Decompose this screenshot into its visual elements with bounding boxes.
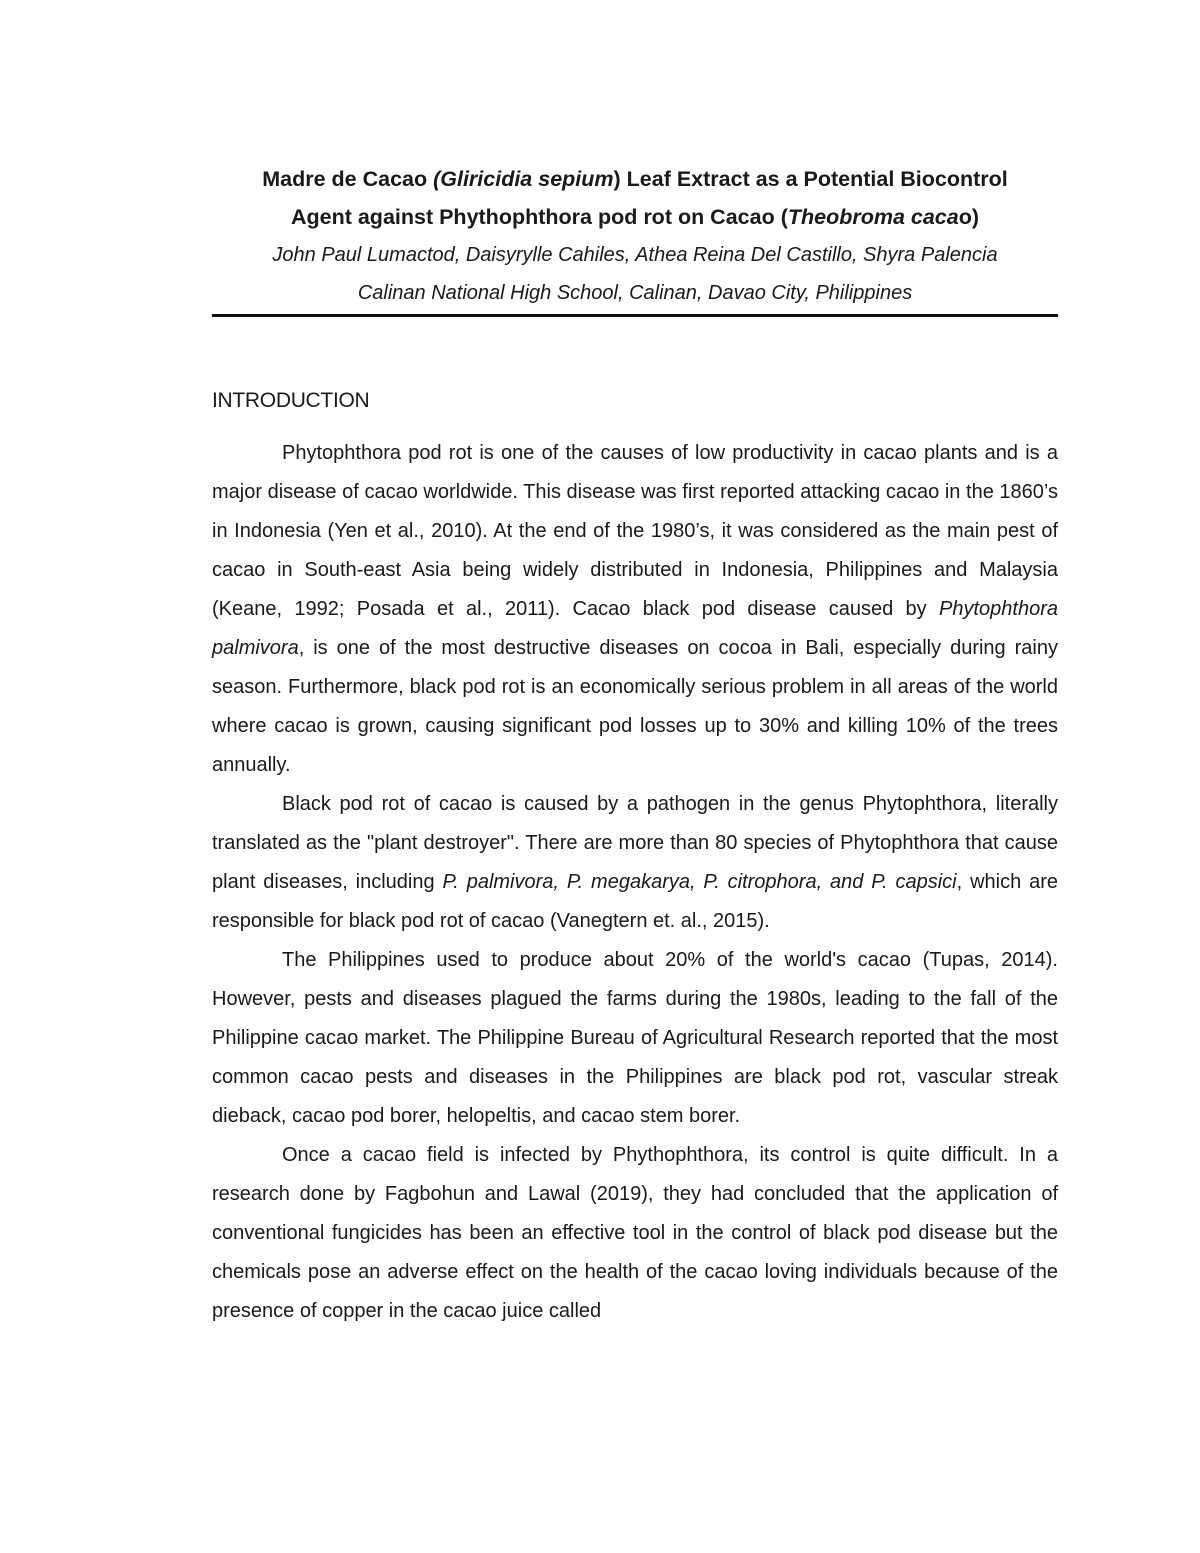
title-line1: Madre de Cacao (Gliricidia sepium) Leaf Extract as a Potential Biocontrol [262,167,1008,191]
title-italic-species-2: Theobroma caca [787,205,959,229]
title-italic-species: (Gliricidia sepium [433,167,614,191]
title-line2: Agent against Phythophthora pod rot on Cacao (Theobroma cacao) [290,205,980,229]
affiliation: Calinan National High School, Calinan, Davao City, Philippines [357,282,913,304]
species-name: Phytophthora palmivora [212,598,1058,659]
paragraph-4: Once a cacao field is infected by Phythophthora, its control is quite difficult. In a research done by Fagbohun and Lawal (2019), they had concluded that the application of conventional fungicides has been an effective tool in the control of black pod disease but the chemicals pose an adverse effect on the health of the cacao loving individuals because of the presence of copper in the cacao juice called [212,1144,1058,1322]
paragraph-3: The Philippines used to produce about 20% of the world's cacao (Tupas, 2014). However, pests and diseases plagued the farms during the 1980s, leading to the fall of the Philippine cacao market. The Philippine Bureau of Agricultural Research reported that the most common cacao pests and diseases in the Philippines are black pod rot, vascular streak dieback, cacao pod borer, helopeltis, and cacao stem borer. [212,949,1058,1127]
header-rule [212,314,1058,317]
section-heading-introduction: INTRODUCTION [212,389,370,412]
author-list: John Paul Lumactod, Daisyrylle Cahiles, Athea Reina Del Castillo, Shyra Palencia [272,244,998,266]
paragraph-1: Phytophthora pod rot is one of the causes of low productivity in cacao plants and is a major disease of cacao worldwide. This disease was first reported attacking cacao in the 1860’s in Indonesia (Yen et al., 2010). At the end of the 1980’s, it was considered as the main pest of cacao in South-east Asia being widely distributed in Indonesia, Philippines and Malaysia (Keane, 1992; Posada et al., 2011). Cacao black pod disease caused by Phytophthora palmivora, is one of the most destructive diseases on cocoa in Bali, especially during rainy season. Furthermore, black pod rot is an economically serious problem in all areas of the world where cacao is grown, causing significant pod losses up to 30% and killing 10% of the trees annually. [212,442,1058,776]
paper-page [212,160,1058,1331]
paragraph-2: Black pod rot of cacao is caused by a pathogen in the genus Phytophthora, literally translated as the "plant destroyer". There are more than 80 species of Phytophthora that cause plant diseases, including P. palmivora, P. megakarya, P. citrophora, and P. capsici, which are responsible for black pod rot of cacao (Vanegtern et. al., 2015). [212,793,1058,932]
species-list: P. palmivora, P. megakarya, P. citrophora, and P. capsici [442,871,957,893]
paper-title [212,160,1058,236]
